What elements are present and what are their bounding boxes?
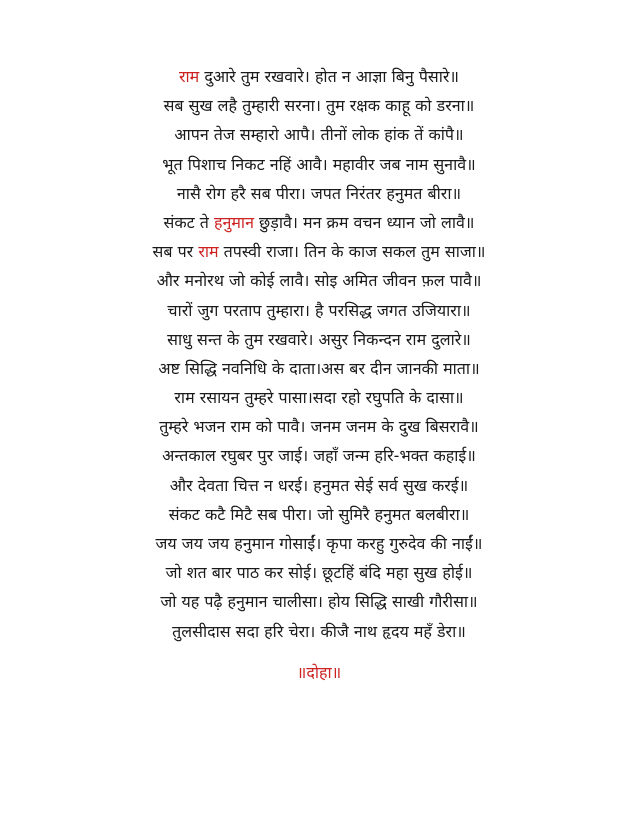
verse-segment: भूत पिशाच निकट नहिं आवै। महावीर जब नाम सुनावै॥ — [162, 154, 476, 174]
verse-line — [0, 150, 638, 179]
verse-segment: सब सुख लहै तुम्हारी सरना। तुम रक्षक काहू को डरना॥ — [163, 96, 475, 116]
verse-segment: अन्तकाल रघुबर पुर जाई। जहाँ जन्म हरि-भक्त कहाई॥ — [162, 446, 476, 466]
verse-list — [0, 62, 638, 646]
verse-segment: तुम्हरे भजन राम को पावै। जनम जनम के दुख बिसरावै॥ — [159, 417, 479, 437]
verse-segment: हनुमान — [213, 212, 254, 232]
verse-line — [0, 296, 638, 325]
verse-segment: तपस्वी राजा। तिन के काज सकल तुम साजा॥ — [218, 242, 486, 262]
verse-line — [0, 471, 638, 500]
verse-line — [0, 383, 638, 412]
verse-segment: राम — [198, 242, 219, 262]
verse-segment: संकट ते — [163, 212, 214, 232]
verse-line — [0, 91, 638, 120]
verse-line — [0, 617, 638, 646]
verse-segment: साधु सन्त के तुम रखवारे। असुर निकन्दन राम दुलारे॥ — [167, 329, 471, 349]
verse-segment: और देवता चित्त न धरई। हनुमत सेई सर्व सुख करई॥ — [169, 475, 469, 495]
verse-line — [0, 587, 638, 616]
verse-segment: तुलसीदास सदा हरि चेरा। कीजै नाथ हृदय महँ डेरा॥ — [172, 621, 466, 641]
verse-line — [0, 266, 638, 295]
verse-line — [0, 325, 638, 354]
verse-segment: अष्ट सिद्धि नवनिधि के दाता।अस बर दीन जानकी माता॥ — [158, 358, 480, 378]
verse-line — [0, 529, 638, 558]
verse-segment: सब पर — [152, 242, 199, 262]
verse-line — [0, 62, 638, 91]
verse-segment: नासै रोग हरै सब पीरा। जपत निरंतर हनुमत बीरा॥ — [176, 183, 462, 203]
verse-line — [0, 500, 638, 529]
verse-segment: दुआरे तुम रखवारे। होत न आज्ञा बिनु पैसारे॥ — [199, 67, 460, 86]
verse-segment: राम — [178, 67, 200, 86]
verse-line — [0, 120, 638, 149]
verse-line — [0, 179, 638, 208]
verse-line — [0, 208, 638, 237]
verse-line — [0, 237, 638, 266]
verse-line — [0, 354, 638, 383]
verse-segment: छुड़ावै। मन क्रम वचन ध्यान जो लावै॥ — [253, 212, 475, 232]
verse-segment: जो शत बार पाठ कर सोई। छूटहिं बंदि महा सुख होई॥ — [165, 563, 473, 583]
verse-segment: जो यह पढ़ै हनुमान चालीसा। होय सिद्धि साखी गौरीसा॥ — [160, 592, 478, 612]
document-page — [0, 62, 638, 687]
verse-line — [0, 441, 638, 470]
verse-segment: आपन तेज सम्हारो आपै। तीनों लोक हांक तें कांपै॥ — [174, 125, 464, 145]
verse-segment: संकट कटै मिटै सब पीरा। जो सुमिरै हनुमत बलबीरा॥ — [168, 504, 470, 524]
doha-heading: ॥दोहा॥ — [296, 662, 342, 682]
verse-segment: जय जय जय हनुमान गोसाईं। कृपा करहु गुरुदेव की नाईं॥ — [155, 534, 483, 553]
verse-segment: राम रसायन तुम्हरे पासा।सदा रहो रघुपति के दासा॥ — [174, 388, 464, 408]
verse-line — [0, 558, 638, 587]
verse-segment: और मनोरथ जो कोई लावै। सोइ अमित जीवन फ़ल पावै॥ — [156, 271, 482, 291]
verse-segment: चारों जुग परताप तुम्हारा। है परसिद्ध जगत उजियारा॥ — [167, 300, 471, 320]
verse-line — [0, 412, 638, 441]
